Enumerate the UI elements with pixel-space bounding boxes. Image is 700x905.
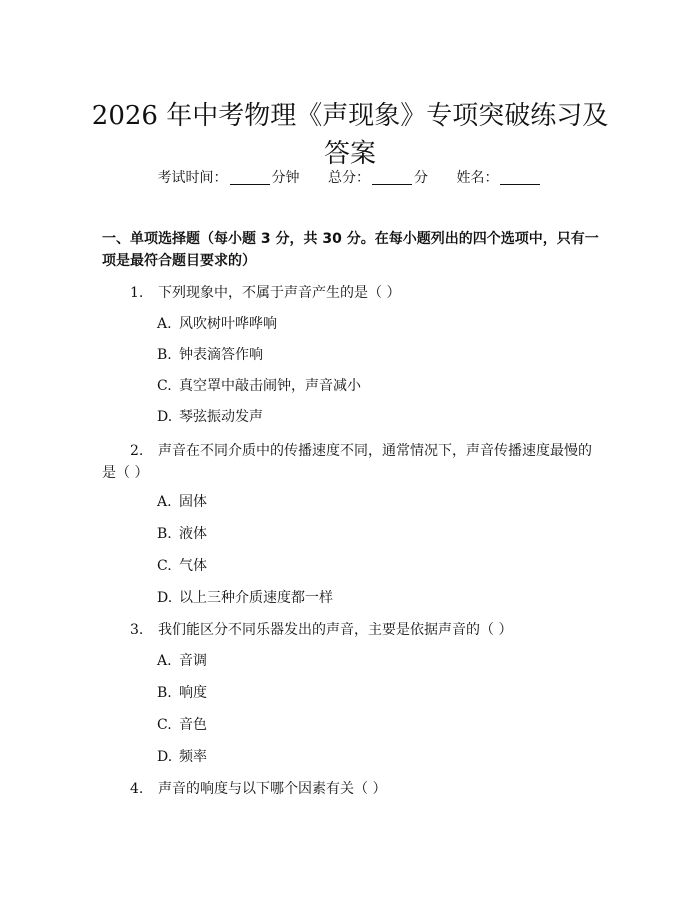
option-letter: B.: [157, 347, 172, 363]
option-letter: D.: [157, 409, 173, 425]
title-line-2: 答案: [323, 139, 376, 170]
question-number: 4.: [130, 781, 144, 797]
question-1: [102, 282, 602, 304]
question-text: 我们能区分不同乐器发出的声音，主要是依据声音的（ ）: [158, 622, 513, 638]
option-text: 真空罩中敲击闹钟，声音减小: [179, 378, 361, 394]
total-score-field: [328, 168, 428, 188]
student-name-blank: [500, 170, 540, 185]
section-heading: 一、单项选择题（每小题 3 分，共 30 分。在每小题列出的四个选项中，只有一项是最符合题目要求的）: [102, 231, 599, 269]
option-text: 固体: [179, 494, 207, 510]
total-score-label: 总分：: [328, 170, 370, 186]
option-letter: C.: [157, 558, 172, 574]
question-3-option-a: [157, 651, 597, 671]
option-text: 风吹树叶哗哗响: [179, 316, 277, 332]
title-line-1: 2026 年中考物理《声现象》专项突破练习及: [91, 101, 609, 132]
option-text: 音色: [179, 717, 207, 733]
option-text: 气体: [179, 558, 207, 574]
question-1-option-d: [157, 407, 597, 427]
total-score-blank: [372, 170, 412, 185]
question-2-option-c: [157, 556, 597, 576]
question-text: 声音的响度与以下哪个因素有关（ ）: [158, 781, 387, 797]
option-text: 音调: [179, 653, 207, 669]
question-3-option-d: [157, 747, 597, 767]
option-text: 响度: [179, 685, 207, 701]
question-number: 3.: [130, 622, 144, 638]
option-letter: C.: [157, 717, 172, 733]
question-3-option-b: [157, 683, 597, 703]
student-name-field: [456, 168, 542, 188]
option-letter: C.: [157, 378, 172, 394]
total-score-unit: 分: [414, 170, 428, 186]
question-1-option-a: [157, 314, 597, 334]
option-letter: B.: [157, 526, 172, 542]
question-text: 下列现象中，不属于声音产生的是（ ）: [158, 285, 401, 301]
option-text: 以上三种介质速度都一样: [179, 590, 333, 606]
option-text: 液体: [179, 526, 207, 542]
option-letter: A.: [157, 494, 172, 510]
page-title: [60, 97, 640, 173]
option-text: 频率: [179, 749, 207, 765]
question-1-option-b: [157, 345, 597, 365]
student-name-label: 姓名：: [456, 170, 499, 186]
question-2-option-b: [157, 524, 597, 544]
question-text: 声音在不同介质中的传播速度不同，通常情况下，声音传播速度最慢的是（ ）: [102, 443, 592, 481]
exam-time-field: [158, 168, 300, 188]
option-letter: A.: [157, 653, 172, 669]
option-letter: D.: [157, 749, 173, 765]
question-3-option-c: [157, 715, 597, 735]
option-text: 琴弦振动发声: [179, 409, 263, 425]
question-number: 2.: [130, 443, 144, 459]
option-letter: D.: [157, 590, 173, 606]
option-letter: A.: [157, 316, 172, 332]
question-2: [102, 440, 602, 484]
question-2-option-a: [157, 492, 597, 512]
option-letter: B.: [157, 685, 172, 701]
option-text: 钟表滴答作响: [179, 347, 263, 363]
exam-meta-row: [0, 168, 700, 188]
question-4: [102, 778, 602, 800]
question-2-option-d: [157, 588, 597, 608]
question-number: 1.: [130, 285, 144, 301]
question-3: [102, 619, 602, 641]
exam-time-unit: 分钟: [271, 170, 300, 186]
question-1-option-c: [157, 376, 597, 396]
exam-time-label: 考试时间：: [157, 170, 228, 186]
exam-time-blank: [230, 170, 270, 185]
